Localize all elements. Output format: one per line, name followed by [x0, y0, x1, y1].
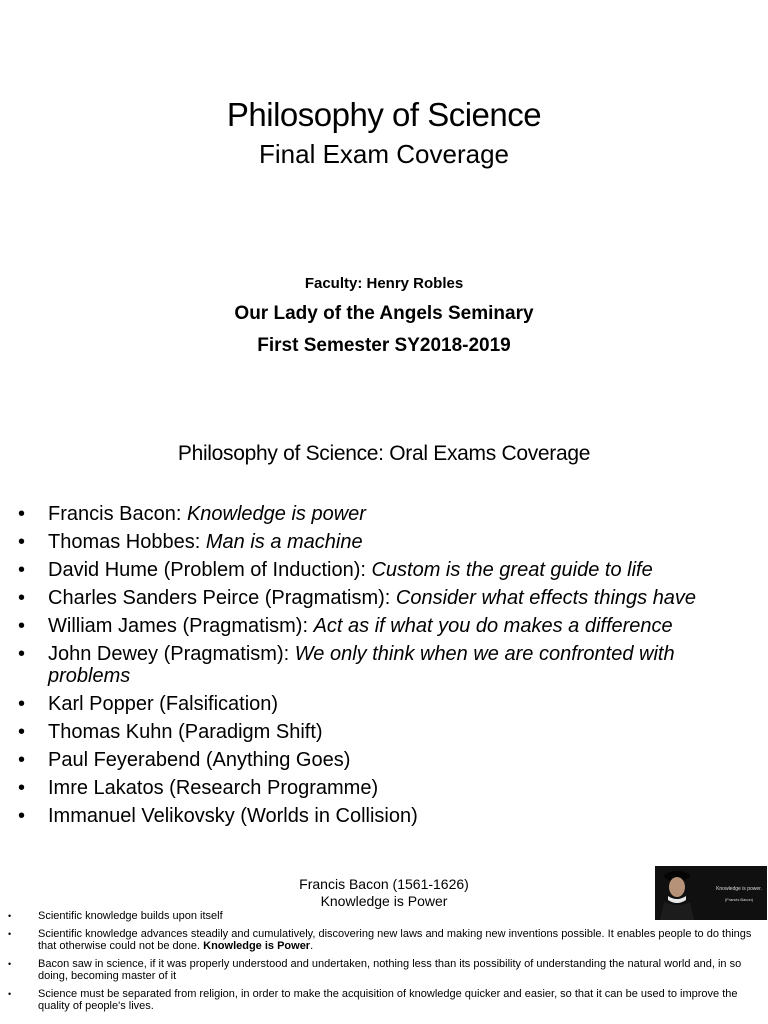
- coverage-item: [18, 749, 758, 771]
- coverage-item: [18, 503, 758, 525]
- bullet-icon: •: [8, 911, 12, 921]
- coverage-item: [18, 777, 758, 799]
- bacon-points-list: [8, 910, 760, 1018]
- bullet-icon: •: [18, 503, 26, 525]
- bullet-icon: •: [8, 929, 12, 939]
- bacon-point: [8, 958, 760, 982]
- bacon-heading-line2: Knowledge is Power: [320, 893, 448, 909]
- coverage-name: Francis Bacon:: [48, 503, 187, 525]
- bacon-point-text: Scientific knowledge builds upon itself: [38, 910, 223, 922]
- image-attribution: (Francis Bacon): [724, 897, 754, 902]
- bullet-icon: •: [18, 721, 26, 743]
- bacon-point: [8, 928, 760, 952]
- coverage-item: [18, 643, 758, 687]
- page-title: Philosophy of Science: [226, 96, 542, 133]
- coverage-quote: We only think when we are confronted with problems: [48, 643, 675, 687]
- bullet-icon: •: [18, 587, 26, 609]
- bullet-icon: •: [8, 959, 12, 969]
- semester-line: First Semester SY2018-2019: [257, 335, 511, 356]
- coverage-name: Karl Popper (Falsification): [48, 693, 279, 715]
- bullet-icon: •: [18, 777, 26, 799]
- bacon-point-after: .: [310, 940, 314, 952]
- bullet-icon: •: [18, 559, 26, 581]
- bullet-icon: •: [18, 749, 26, 771]
- coverage-quote: Consider what effects things have: [395, 587, 697, 609]
- school-name: Our Lady of the Angels Seminary: [234, 303, 534, 324]
- coverage-name: Charles Sanders Peirce (Pragmatism):: [48, 587, 396, 609]
- coverage-quote: Man is a machine: [205, 531, 363, 553]
- bullet-icon: •: [18, 531, 26, 553]
- bacon-point-text: Scientific knowledge advances steadily and cumulatively, discovering new laws and making new inventions possible. It enables people to do things that otherwise could not be done.: [38, 928, 752, 952]
- coverage-list: [18, 503, 758, 833]
- coverage-name: John Dewey (Pragmatism):: [48, 643, 295, 665]
- coverage-item: [18, 587, 758, 609]
- coverage-item: [18, 559, 758, 581]
- oral-exam-heading: Philosophy of Science: Oral Exams Coverage: [177, 442, 591, 465]
- faculty-line: Faculty: Henry Robles: [304, 275, 464, 292]
- coverage-item: [18, 531, 758, 553]
- coverage-item: [18, 721, 758, 743]
- coverage-name: David Hume (Problem of Induction):: [48, 559, 372, 581]
- bacon-point: [8, 988, 760, 1012]
- bacon-point-text: Bacon saw in science, if it was properly understood and undertaken, nothing less than its possibility of understanding the natural world and, in so doing, becoming master of it: [38, 958, 742, 982]
- bullet-icon: •: [18, 615, 26, 637]
- bacon-heading-line1: Francis Bacon (1561-1626): [299, 876, 469, 892]
- coverage-name: Immanuel Velikovsky (Worlds in Collision): [48, 805, 418, 827]
- bullet-icon: •: [18, 693, 26, 715]
- coverage-item: [18, 615, 758, 637]
- coverage-name: William James (Pragmatism):: [48, 615, 314, 637]
- coverage-item: [18, 693, 758, 715]
- coverage-name: Thomas Kuhn (Paradigm Shift): [48, 721, 323, 743]
- coverage-item: [18, 805, 758, 827]
- coverage-quote: Custom is the great guide to life: [371, 559, 653, 581]
- coverage-name: Thomas Hobbes:: [48, 531, 206, 553]
- bullet-icon: •: [18, 805, 26, 827]
- bullet-icon: •: [8, 989, 12, 999]
- bacon-point-text: Science must be separated from religion, in order to make the acquisition of knowledge quicker and easier, so that it can be used to improve the quality of people's lives.: [38, 988, 738, 1012]
- bacon-point-bold: Knowledge is Power: [203, 940, 311, 952]
- coverage-name: Imre Lakatos (Research Programme): [48, 777, 379, 799]
- bacon-section-heading: [0, 876, 768, 910]
- bullet-icon: •: [18, 643, 26, 665]
- coverage-quote: Act as if what you do makes a difference: [313, 615, 673, 637]
- page-subtitle: Final Exam Coverage: [259, 139, 509, 169]
- coverage-name: Paul Feyerabend (Anything Goes): [48, 749, 351, 771]
- image-caption: Knowledge is power.: [716, 886, 762, 892]
- bacon-point: [8, 910, 760, 922]
- coverage-quote: Knowledge is power: [186, 503, 366, 525]
